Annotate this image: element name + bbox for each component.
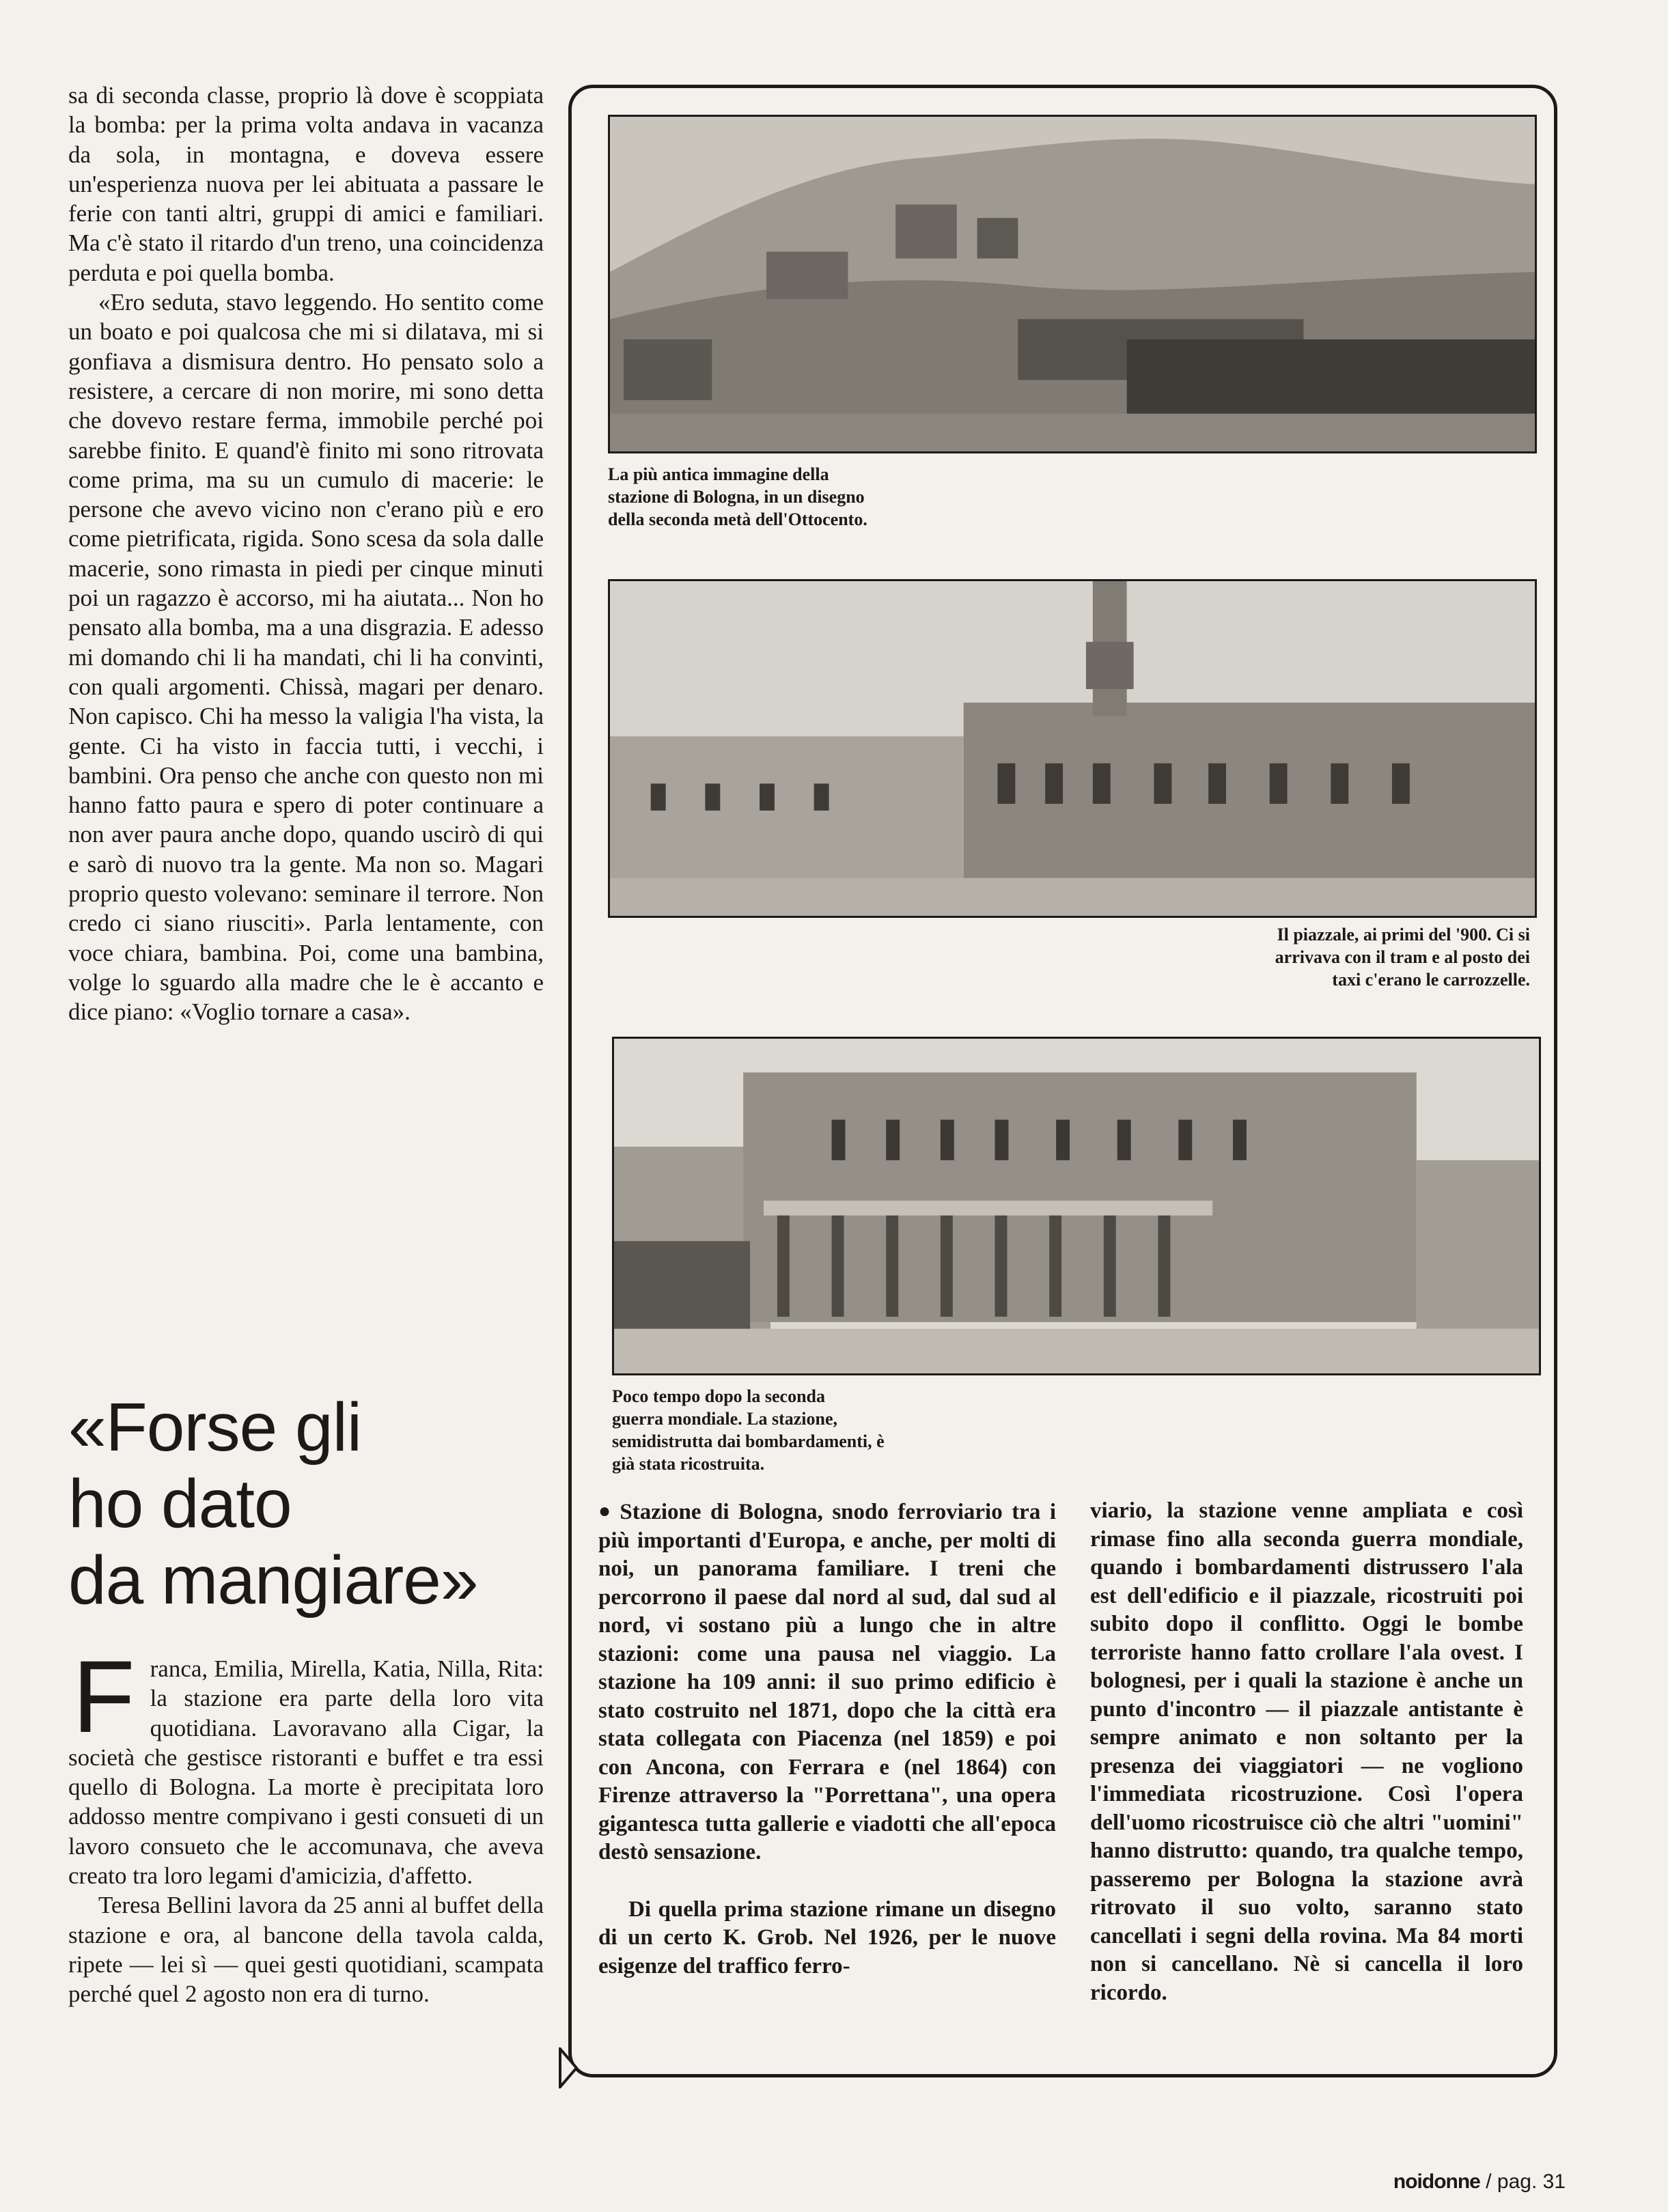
- photo-postwar-station: [612, 1037, 1541, 1375]
- caption-line: Il piazzale, ai primi del '900. Ci si: [1277, 925, 1530, 944]
- page-footer: [1393, 2170, 1566, 2194]
- caption-line: arrivava con il tram e al posto dei: [1275, 947, 1530, 967]
- article-body: [68, 1639, 544, 2009]
- caption-line: La più antica immagine della: [608, 464, 829, 484]
- box-paragraph: Di quella prima stazione rimane un disegno di un certo K. Grob. Nel 1926, per le nuove esigenze del traffico ferro-: [598, 1896, 1056, 1978]
- headline-line-1: «Forse gli: [68, 1389, 362, 1466]
- caption-line: già stata ricostruita.: [612, 1454, 765, 1474]
- photo-caption: [608, 463, 963, 531]
- headline: [68, 1389, 560, 1619]
- headline-line-3: da mangiare»: [68, 1542, 478, 1619]
- headline-line-2: ho dato: [68, 1466, 292, 1542]
- photo-caption: [1148, 923, 1530, 991]
- body-paragraph: Teresa Bellini lavora da 25 anni al buffet della stazione e ora, al bancone della tavola calda, ripete — lei sì — quei gesti quotidiani, scampata perché quel 2 agosto non era di turno.: [68, 1892, 544, 2008]
- page-number: pag. 31: [1497, 2170, 1566, 2193]
- box-paragraph: viario, la stazione venne ampliata e così rimase fino alla seconda guerra mondiale, quando i bombardamenti distrussero l'ala est dell'edificio e il piazzale, ricostruiti poi subito dopo il conflitto. Oggi le bombe terroriste hanno fatto crollare l'ala ovest. I bolognesi, per i quali la stazione è anche un punto d'incontro — il piazzale antistante è sempre animato e non soltanto per la presenza dei viaggiatori — ne vogliono l'immediata ricostruzione. Così l'opera dell'uomo ricostruisce ciò che altri "uomini" hanno distrutto: quando, tra qualche tempo, passeremo per Bologna la stazione avrà ritrovato il suo volto, saranno stato cancellati i segni della rovina. Ma 84 morti non si cancellano. Nè si cancella il loro ricordo.: [1090, 1498, 1523, 2005]
- paragraph-text: ranca, Emilia, Mirella, Katia, Nilla, Rita: la stazione era parte della loro vita quotidiana. Lavoravano alla Cigar, la società che gestisce ristoranti e buffet e tra essi quello di Bologna. La morte è precipitata loro addosso mentre compivano i gesti consueti di un lavoro consueto che le accomunava, che aveva creato tra loro legami d'amicizia, d'affetto.: [68, 1655, 544, 1890]
- footer-separator: /: [1486, 2170, 1492, 2193]
- body-paragraph: [68, 1639, 544, 1890]
- photo-historic-drawing: [608, 115, 1537, 453]
- paragraph-text: Stazione di Bologna, snodo ferroviario tra i più importanti d'Europa, e anche, per molti di noi, un panorama familiare. I treni che percorrono il paese dal nord al sud, dal sud al nord, vi sostano più a lungo che in altre stazioni: come una pausa nel viaggio. La stazione ha 109 anni: il suo primo edificio è stato costruito nel 1871, dopo che la città era stata collegata con Piacenza (nel 1859) e poi con Ancona, con Ferrara e (nel 1864) con Firenze attraverso la "Porrettana", una opera gigantesca tutta gallerie e viadotti che all'epoca destò sensazione.: [598, 1500, 1056, 1864]
- box-paragraph: [598, 1497, 1056, 1867]
- caption-line: guerra mondiale. La stazione,: [612, 1409, 838, 1429]
- photo-piazzale: [608, 579, 1537, 918]
- photo-caption: [612, 1385, 967, 1475]
- left-column: [68, 81, 544, 1027]
- caption-line: semidistrutta dai bombardamenti, è: [612, 1431, 885, 1451]
- body-paragraph: sa di seconda classe, proprio là dove è scoppiata la bomba: per la prima volta andava in vacanza da sola, in montagna, e doveva essere un'esperienza nuova per lei abituata a passare le ferie con tanti altri, gruppi di amici e familiari. Ma c'è stato il ritardo d'un treno, una coincidenza perduta e poi quella bomba.: [68, 82, 544, 286]
- box-column-1: [598, 1497, 1056, 1980]
- caption-line: taxi c'erano le carrozzelle.: [1332, 970, 1530, 990]
- caption-line: della seconda metà dell'Ottocento.: [608, 509, 867, 529]
- caption-line: stazione di Bologna, in un disegno: [608, 487, 865, 507]
- magazine-name: noidonne: [1393, 2170, 1480, 2193]
- drop-cap: F: [72, 1639, 135, 1754]
- body-paragraph: «Ero seduta, stavo leggendo. Ho sentito come un boato e poi qualcosa che mi si dilatava, mi si gonfiava a dismisura dentro. Ho pensato solo a resistere, a cercare di non morire, mi sono detta che dovevo restare ferma, immobile perché poi sarebbe finito. E quand'è finito mi sono ritrovata come prima, ma su un cumulo di macerie: le persone che avevo vicino non c'erano più e ero come pietrificata, rigida. Sono scesa da sola dalle macerie, sono rimasta in piedi per cinque minuti poi un ragazzo è accorso, mi ha aiutata... Non ho pensato alla bomba, ma a una disgrazia. E adesso mi domando chi li ha mandati, chi li ha convinti, con quali argomenti. Chissà, magari per denaro. Non capisco. Chi ha messo la valigia l'ha vista, la gente. Ci ha visto in faccia tutti, i vecchi, i bambini. Ora penso che anche con questo non mi hanno fatto paura e spero di poter continuare a non aver paura anche dopo, quando uscirò di qui e sarò di nuovo tra la gente. Ma non so. Magari proprio questo volevano: seminare il terrore. Non credo ci siano riusciti». Parla lentamente, con voce chiara, bambina. Poi, come una bambina, volge lo sguardo alla madre che le è accanto e dice piano: «Voglio tornare a casa».: [68, 289, 544, 1026]
- box-column-2: [1090, 1497, 1523, 2007]
- caption-line: Poco tempo dopo la seconda: [612, 1386, 825, 1406]
- continuation-arrow-icon: [559, 2047, 578, 2088]
- bullet-icon: ●: [598, 1500, 615, 1522]
